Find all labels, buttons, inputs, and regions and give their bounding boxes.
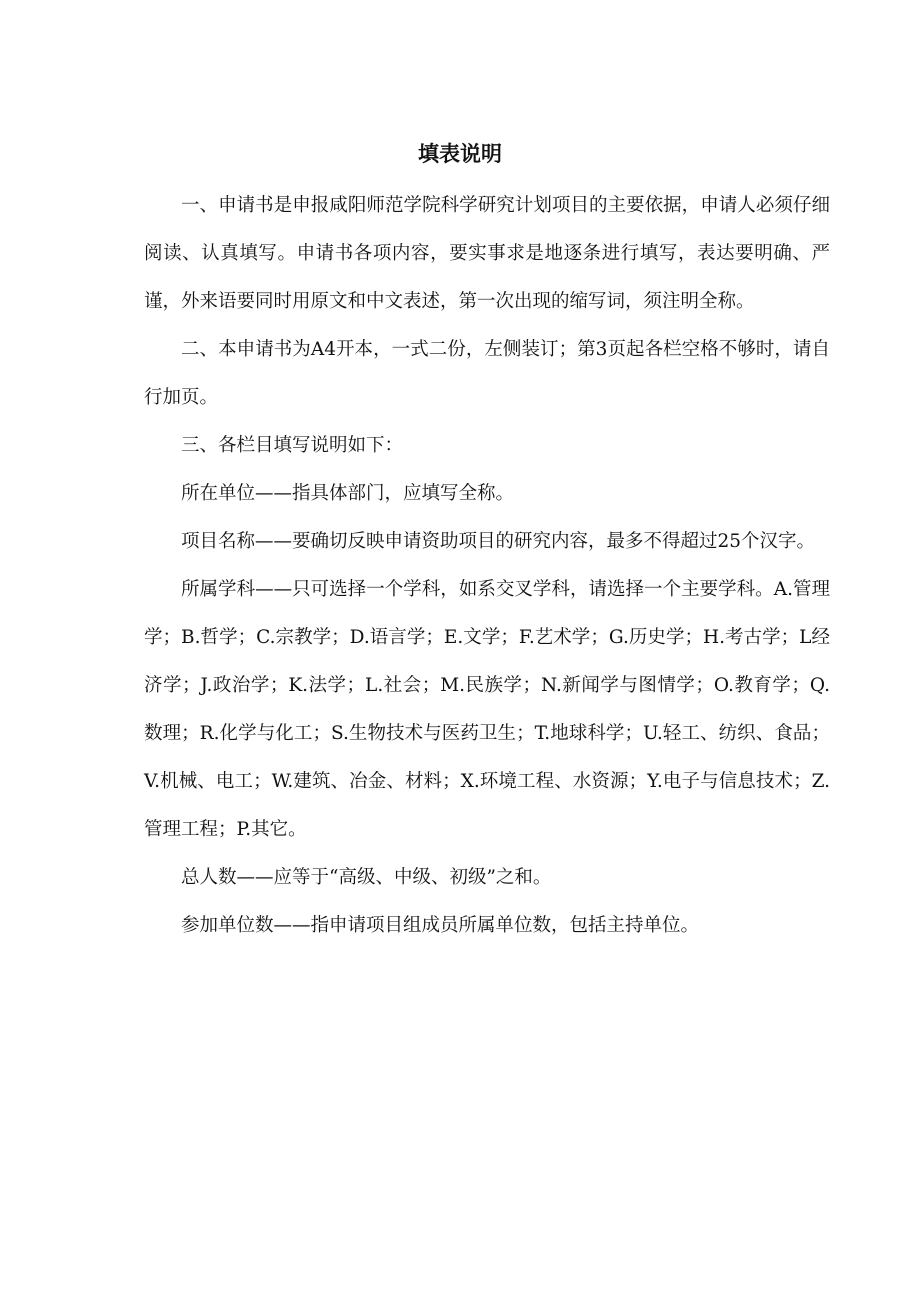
instruction-total-people: 总人数——应等于“高级、中级、初级”之和。 <box>181 867 552 888</box>
instruction-discipline: 所属学科——只可选择一个学科，如系交叉学科，请选择一个主要学科。A.管理学；B.哲学；C.宗教学；D.语言学；E.文学；F.艺术学；G.历史学；H.考古学；L经济学；J.政治学；K.法学；L.社会；M.民族学；N.新闻学与图情学；O.教育学；Q.数理；R.化学与化工；S.生物技术与医药卫生；T.地球科学；U.轻工、纺织、食品；V.机械、电工；W.建筑、冶金、材料；X.环境工程、水资源；Y.电子与信息技术；Z.管理工程；P.其它。 <box>144 579 830 840</box>
instruction-project-name: 项目名称——要确切反映申请资助项目的研究内容，最多不得超过25个汉字。 <box>181 531 816 552</box>
instruction-paragraph-3: 三、各栏目填写说明如下： <box>181 435 404 456</box>
instruction-unit: 所在单位——指具体部门，应填写全称。 <box>181 483 515 504</box>
instruction-paragraph-2: 二、本申请书为A4开本，一式二份，左侧装订；第3页起各栏空格不够时，请自行加页。 <box>144 339 830 408</box>
instructions-body <box>144 182 830 950</box>
instruction-paragraph-1: 一、申请书是申报咸阳师范学院科学研究计划项目的主要依据，申请人必须仔细阅读、认真填写。申请书各项内容，要实事求是地逐条进行填写，表达要明确、严谨，外来语要同时用原文和中文表述，第一次出现的缩写词，须注明全称。 <box>144 195 830 312</box>
instruction-participating-units: 参加单位数——指申请项目组成员所属单位数，包括主持单位。 <box>181 915 700 936</box>
page-title: 填表说明 <box>418 142 502 166</box>
